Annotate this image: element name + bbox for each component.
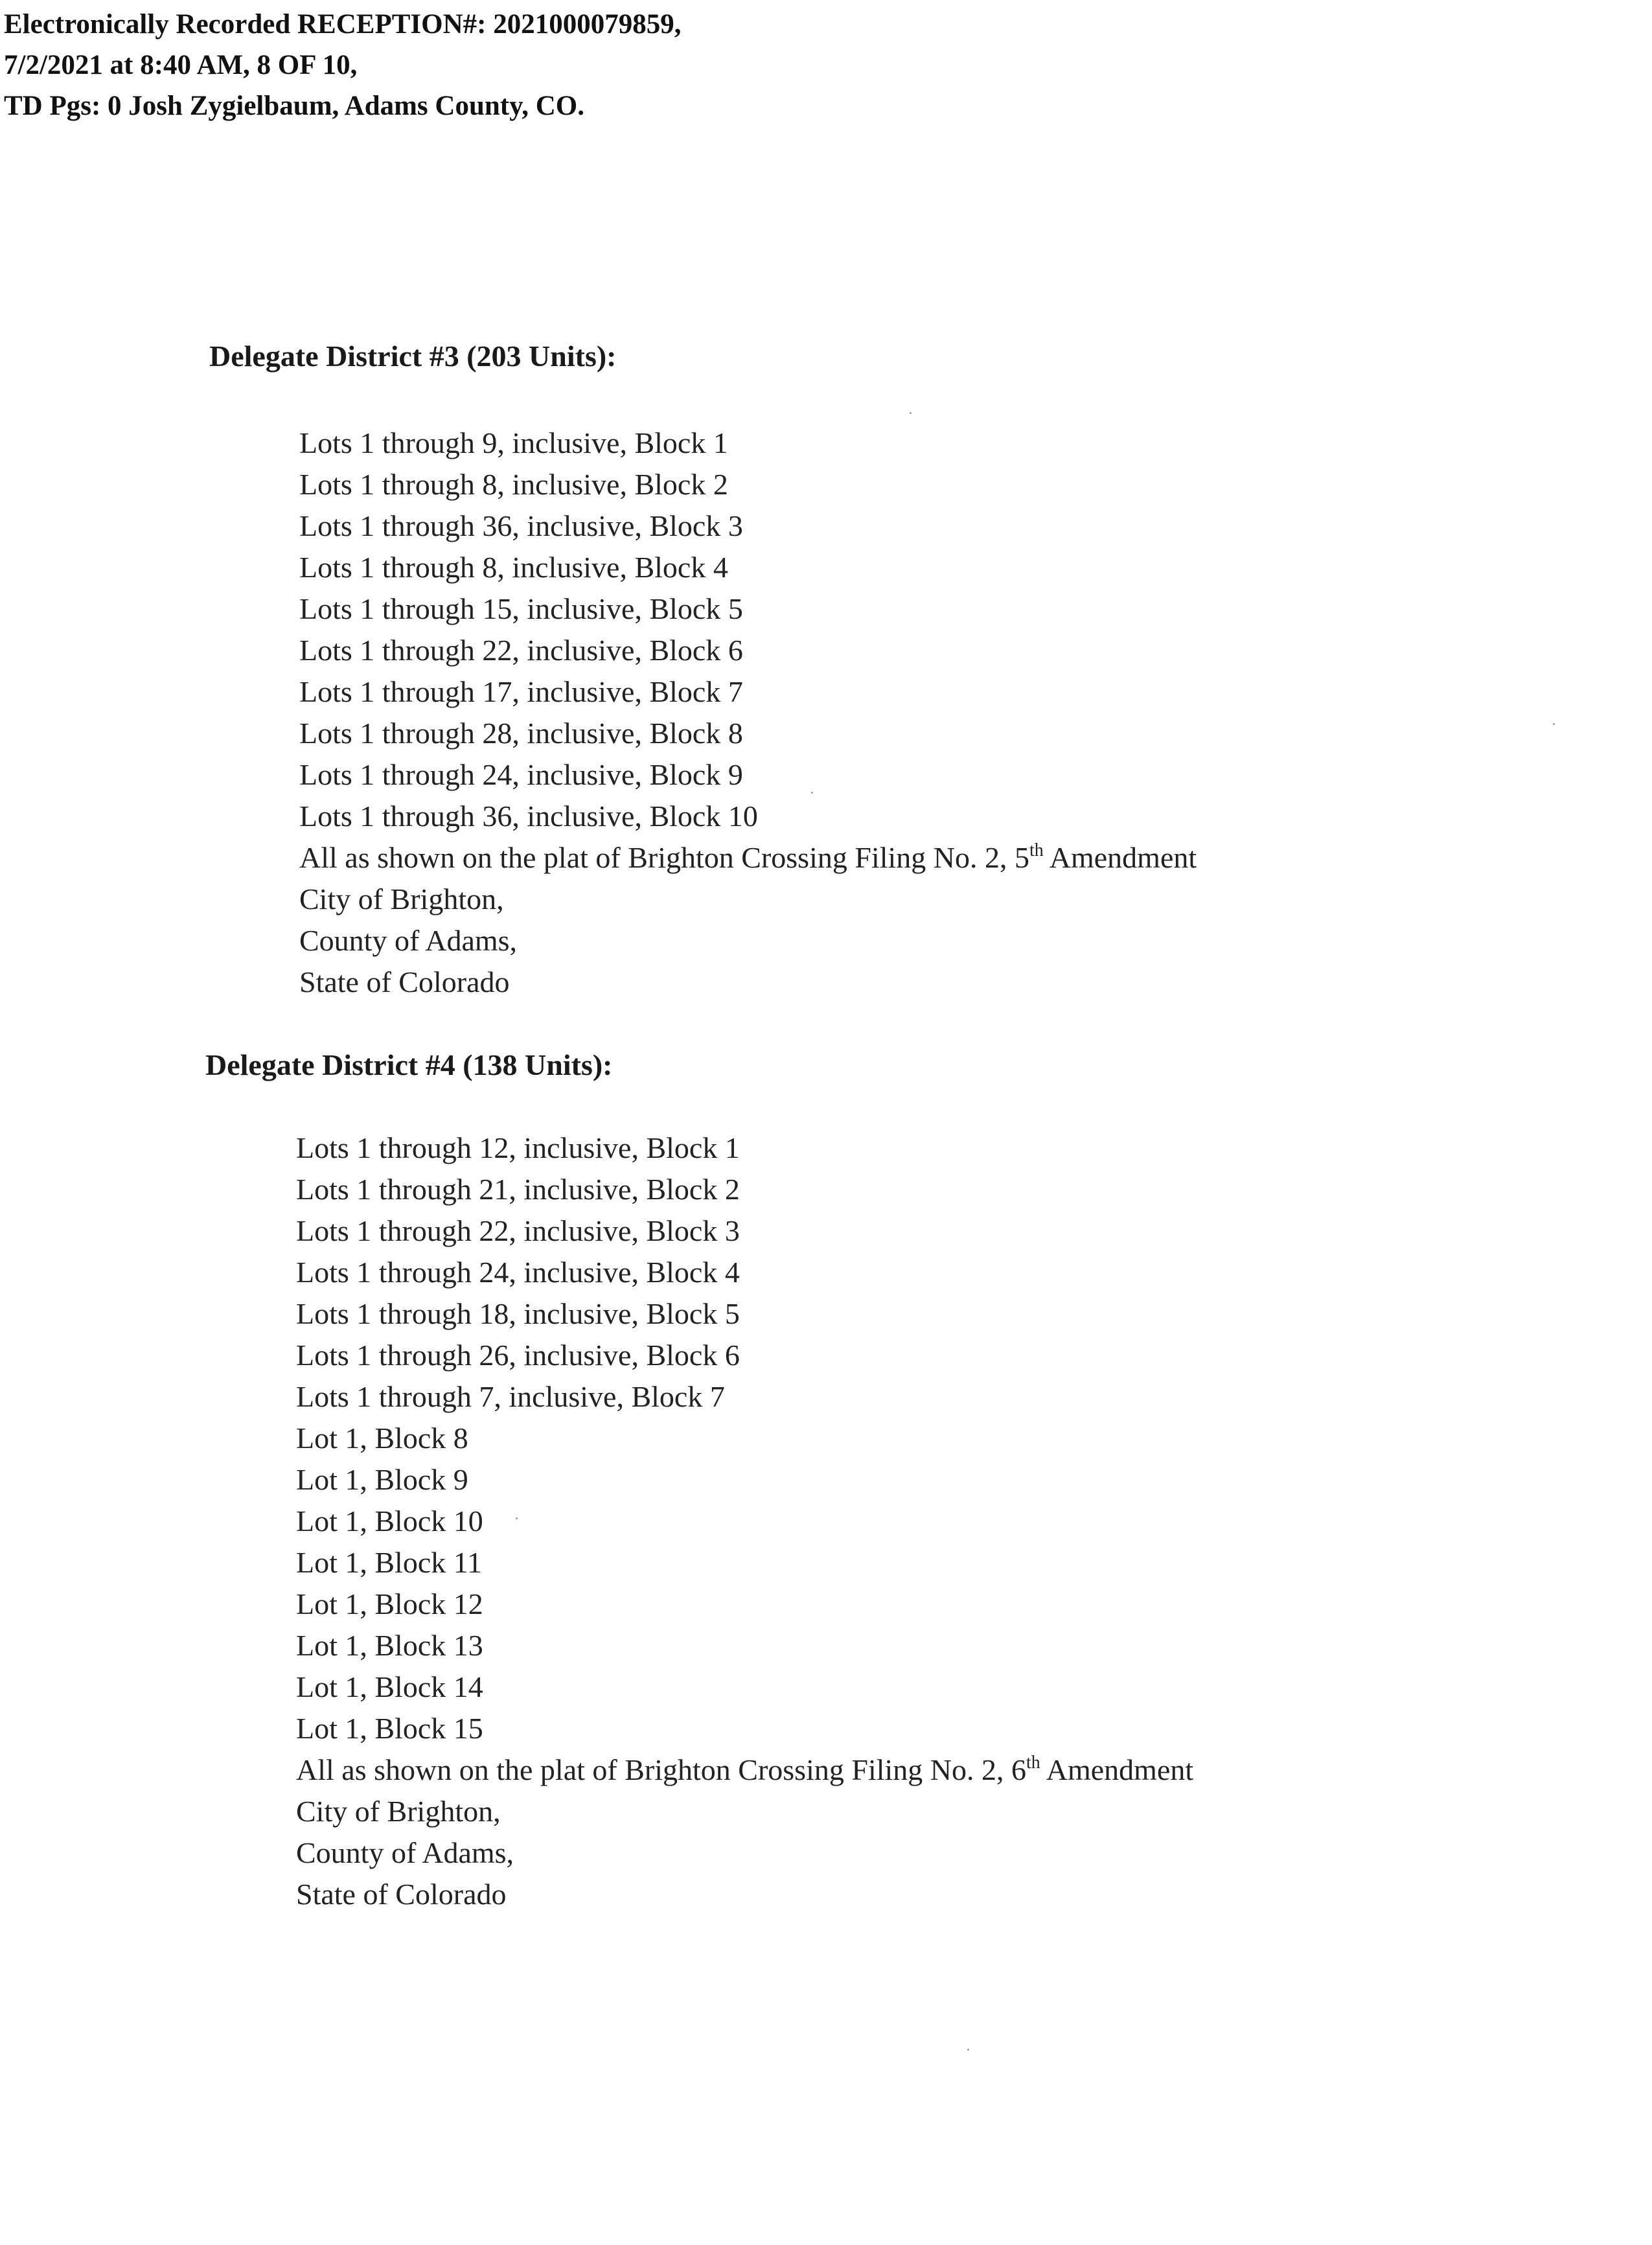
district-4-lot-line: Lots 1 through 18, inclusive, Block 5: [296, 1297, 740, 1330]
district-3-section: [209, 338, 616, 374]
recording-header-line-3: TD Pgs: 0 Josh Zygielbaum, Adams County, CO.: [4, 91, 584, 121]
district-3-lot-line: Lots 1 through 28, inclusive, Block 8: [299, 717, 743, 750]
district-4-lot-list: [296, 1127, 1193, 1915]
district-4-section: [205, 1047, 612, 1083]
district-4-state: State of Colorado: [296, 1878, 507, 1911]
district-4-lot-line: Lots 1 through 21, inclusive, Block 2: [296, 1173, 740, 1206]
district-3-lot-line: Lots 1 through 24, inclusive, Block 9: [299, 758, 743, 791]
district-3-state: State of Colorado: [299, 965, 510, 998]
district-3-plat-suffix: Amendment: [1043, 841, 1197, 874]
district-3-heading: Delegate District #3 (203 Units):: [209, 340, 617, 373]
district-4-lot-line: Lots 1 through 24, inclusive, Block 4: [296, 1256, 740, 1289]
district-4-plat-prefix: All as shown on the plat of Brighton Crossing Filing No. 2, 6: [296, 1753, 1026, 1786]
district-4-lot-line: Lot 1, Block 8: [296, 1422, 468, 1455]
district-3-lot-line: Lots 1 through 8, inclusive, Block 4: [299, 551, 728, 584]
district-4-lot-line: Lot 1, Block 11: [296, 1546, 483, 1579]
district-3-county: County of Adams,: [299, 924, 518, 957]
district-4-lot-line: Lot 1, Block 13: [296, 1629, 483, 1662]
district-3-lot-line: Lots 1 through 8, inclusive, Block 2: [299, 468, 728, 501]
district-3-city: City of Brighton,: [299, 882, 504, 915]
recording-header-line-2: 7/2/2021 at 8:40 AM, 8 OF 10,: [4, 50, 358, 80]
district-4-lot-line: Lots 1 through 22, inclusive, Block 3: [296, 1214, 740, 1247]
district-4-lot-line: Lot 1, Block 9: [296, 1463, 468, 1496]
district-4-plat-suffix: Amendment: [1040, 1753, 1194, 1786]
scan-speck: [811, 792, 813, 794]
district-4-heading: Delegate District #4 (138 Units):: [205, 1048, 613, 1081]
district-4-lot-line: Lot 1, Block 12: [296, 1587, 483, 1620]
district-4-plat-ordinal: th: [1026, 1753, 1040, 1773]
district-3-plat-reference: [299, 837, 1197, 879]
district-3-plat-prefix: All as shown on the plat of Brighton Crossing Filing No. 2, 5: [299, 841, 1029, 874]
scan-speck: [910, 412, 912, 414]
district-3-lot-line: Lots 1 through 9, inclusive, Block 1: [299, 426, 728, 459]
district-3-plat-ordinal: th: [1029, 840, 1044, 860]
district-3-lot-list: [299, 422, 1197, 1003]
district-4-lot-line: Lot 1, Block 10: [296, 1504, 483, 1537]
district-4-lot-line: Lot 1, Block 15: [296, 1712, 483, 1745]
district-3-lot-line: Lots 1 through 36, inclusive, Block 3: [299, 509, 743, 542]
district-4-lot-line: Lots 1 through 7, inclusive, Block 7: [296, 1380, 725, 1413]
district-4-city: City of Brighton,: [296, 1795, 501, 1828]
district-4-lot-line: Lots 1 through 26, inclusive, Block 6: [296, 1339, 740, 1372]
district-4-plat-reference: [296, 1749, 1193, 1791]
district-3-lot-line: Lots 1 through 15, inclusive, Block 5: [299, 592, 743, 625]
scan-speck: [967, 2049, 969, 2051]
district-3-lot-line: Lots 1 through 36, inclusive, Block 10: [299, 800, 758, 833]
district-4-lot-line: Lots 1 through 12, inclusive, Block 1: [296, 1131, 740, 1164]
recording-header-line-1: Electronically Recorded RECEPTION#: 2021000079859,: [4, 9, 682, 40]
district-3-lot-line: Lots 1 through 22, inclusive, Block 6: [299, 634, 743, 667]
district-3-lot-line: Lots 1 through 17, inclusive, Block 7: [299, 675, 743, 708]
scan-speck: [516, 1517, 518, 1519]
scan-speck: [1553, 723, 1555, 725]
district-4-lot-line: Lot 1, Block 14: [296, 1670, 483, 1703]
district-4-county: County of Adams,: [296, 1836, 514, 1869]
recording-header: [4, 4, 681, 126]
